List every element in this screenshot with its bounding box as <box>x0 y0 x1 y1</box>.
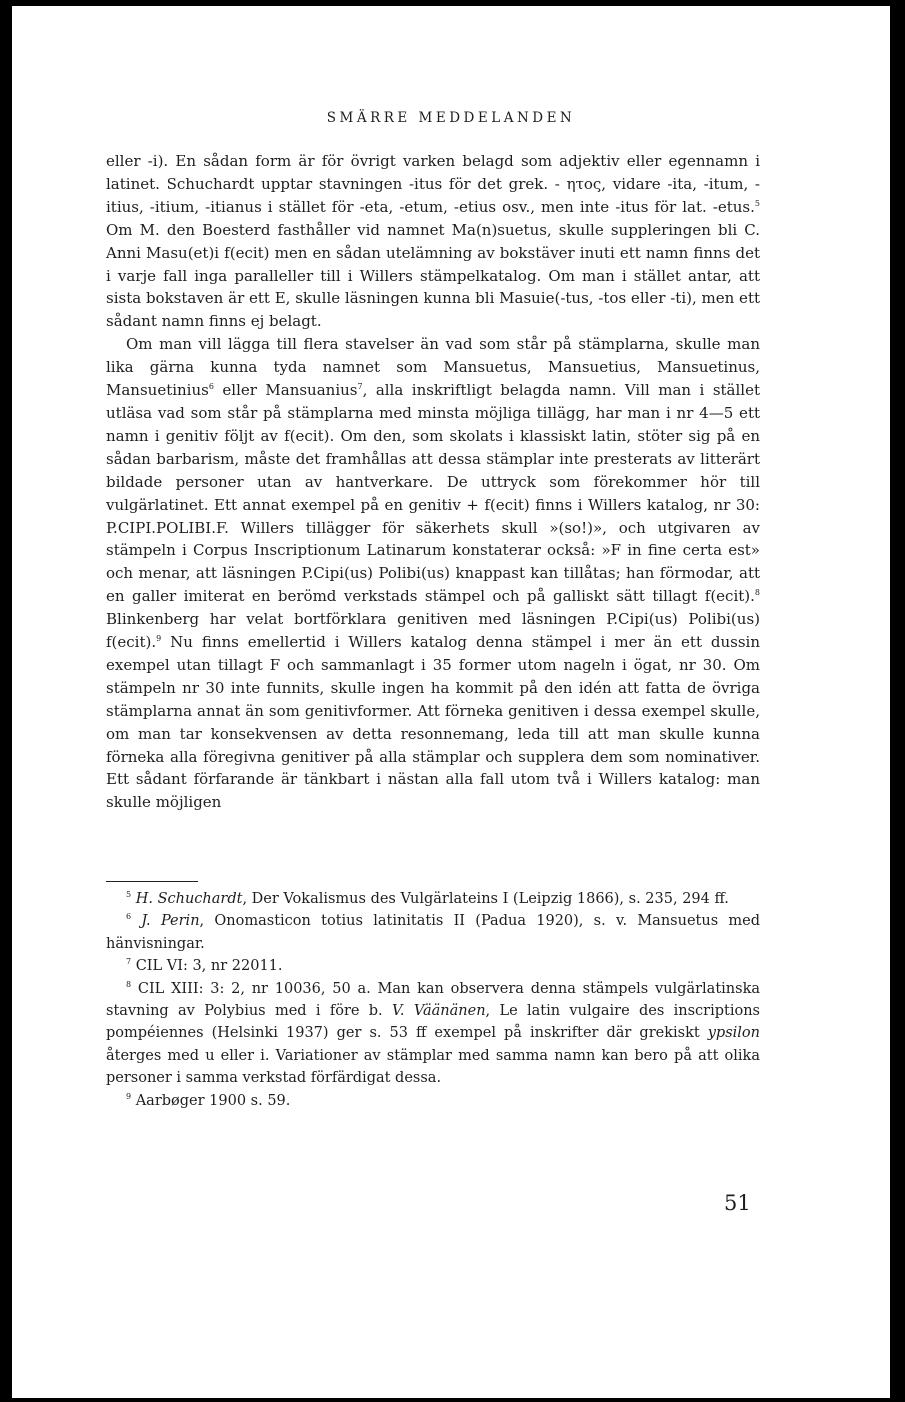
book-page <box>12 6 890 1398</box>
footnote-divider <box>106 881 198 882</box>
footnote-ref-8[interactable]: 8 <box>754 588 760 598</box>
footnote-ref-7[interactable]: 7 <box>357 382 363 392</box>
footnote-9: $^9$ Aarbøger 1900 s. 59. <box>126 1091 291 1109</box>
footnote-7: $^7$ CIL VI: 3, nr 22011. <box>126 957 283 975</box>
footnote-6: $^6$ J. Perin, Onomasticon totius latinitatis II (Padua 1920), s. v. Mansuetus med hänvisningar. <box>106 912 761 952</box>
main-text <box>106 150 760 814</box>
footnote-ref-6[interactable]: 6 <box>208 382 214 392</box>
footnote-8: $^8$ CIL XIII: 3: 2, nr 10036, 50 a. Man kan observera denna stämpels vulgärlatinska stavning av Polybius med i före b. V. Väänänen, Le latin vulgaire des inscriptions pompéiennes (Helsinki 1937) ger s. 53 ff exempel på inskrifter där grekiskt ypsilon återges med u eller i. Variationer av stämplar med samma namn kan bero på att olika personer i samma verkstad förfärdigat dessa. <box>106 979 760 1087</box>
footnote-5: $^5$ H. Schuchardt, Der Vokalismus des Vulgärlateins I (Leipzig 1866), s. 235, 294 ff. <box>126 890 729 907</box>
footnotes <box>106 888 760 1112</box>
paragraph-1: eller -i). En sådan form är för övrigt varken belagd som adjektiv eller egennamn i latinet. Schuchardt upptar stavningen -itus för det grek. - ητος, vidare -ita, -itum, -itius, -itium, -itianus i stället för -eta, -etum, -etius osv., men inte -itus för lat. -etus.$^5$ Om M. den Boesterd fasthåller vid namnet Ma(n)suetus, skulle suppleringen bli C. Anni Masu(et)i f(ecit) men en sådan utelämning av bokstäver inuti ett namn finns det i varje fall inga paralleller till i Willers stämpelkatalog. Om man i stället antar, att sista bokstaven är ett E, skulle läsningen kunna bli Masuie(-tus, -tos eller -ti), men ett sådant namn finns ej belagt. <box>106 152 760 331</box>
footnote-ref-9[interactable]: 9 <box>156 634 162 644</box>
running-header: SMÄRRE MEDDELANDEN <box>326 110 576 126</box>
footnote-ref-5[interactable]: 5 <box>754 198 760 208</box>
paragraph-2: Om man vill lägga till flera stavelser än vad som står på stämplarna, skulle man lika gärna kunna tyda namnet som Mansuetus, Mansuetius, Mansuetinus, Mansuetinius$^6$ eller Mansuanius$^7$, alla inskriftligt belagda namn. Vill man i stället utläsa vad som står på stämplarna med minsta möjliga tillägg, har man i nr 4—5 ett namn i genitiv följt av f(ecit). Om den, som skolats i klassiskt latin, stöter sig på en sådan barbarism, måste det framhållas att dessa stämplar inte presterats av litterärt bildade personer utan av hantverkare. De uttryck som förekommer hör till vulgärlatinet. Ett annat exempel på en genitiv + f(ecit) finns i Willers katalog, nr 30: P.CIPI.POLIBI.F. Willers tillägger för säkerhets skull »(so!)», och utgivaren av stämpeln i Corpus Inscriptionum Latinarum konstaterar också: »F in fine certa est» och menar, att läsningen P.Cipi(us) Polibi(us) knappast kan tillåtas; han förmodar, att en galler imiterat en berömd verkstads stämpel och på galliskt sätt tillagt f(ecit).$^8$ Blinkenberg har velat bortförklara genitiven med läsningen P.Cipi(us) Polibi(us) f(ecit).$^9$ Nu finns emellertid i Willers katalog denna stämpel i mer än ett dussin exempel utan tillagt F och sammanlagt i 35 former utom nageln i ögat, nr 30. Om stämpeln nr 30 inte funnits, skulle ingen ha kommit på den idén att fatta de övriga stämplarna annat än som genitivformer. Att förneka genitiven i dessa exempel skulle, om man tar konsekvensen av detta resonnemang, leda till att man skulle kunna förneka alla föregivna genitiver på alla stämplar och supplera dem som nominativer. Ett sådant förfarande är tänkbart i nästan alla fall utom två i Willers katalog: man skulle möjligen <box>106 335 760 812</box>
page-number: 51 <box>724 1191 751 1215</box>
